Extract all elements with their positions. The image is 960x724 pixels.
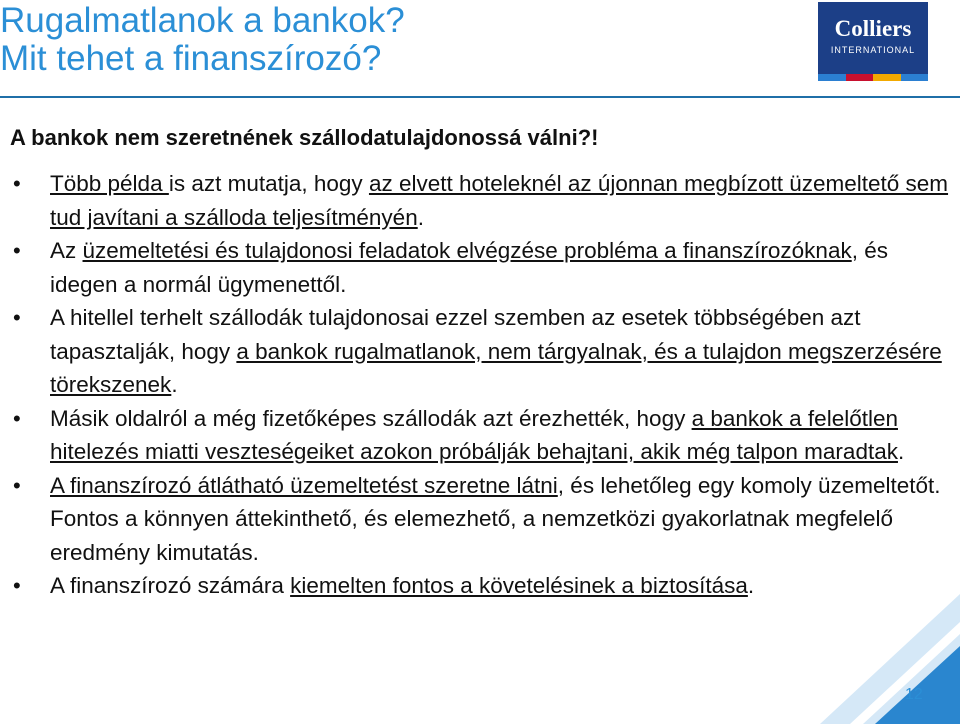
bullet-item-1 — [0, 167, 950, 234]
bullet-item-3 — [0, 301, 950, 402]
title-divider — [0, 96, 960, 98]
subheading: A bankok nem szeretnének szállodatulajdonossá válni?! — [10, 125, 599, 150]
bullet-item-4 — [0, 402, 950, 469]
bullet-5-text-a: A finanszírozó átlátható üzemeltetést szeretne látni — [50, 472, 558, 498]
bullet-2-text-b: üzemeltetési és tulajdonosi feladatok elvégzése probléma a finanszírozóknak — [82, 238, 852, 263]
bullet-1-text-b: is azt mutatja, hogy — [168, 171, 369, 196]
bullet-4-text-c: . — [897, 439, 905, 464]
bullet-list — [0, 167, 950, 603]
logo-subtitle: INTERNATIONAL — [830, 45, 916, 55]
logo-stripe-yellow — [873, 74, 901, 81]
bullet-item-2 — [0, 234, 950, 301]
slide-title-line-2: Mit tehet a finanszírozó? — [0, 39, 382, 78]
logo-stripe-red — [846, 74, 874, 81]
bullet-1-text-a: Több példa — [50, 171, 169, 196]
slide-title-line-1: Rugalmatlanok a bankok? — [0, 1, 405, 40]
bullet-3-text-c: . — [171, 372, 178, 397]
bullet-marker: • — [13, 238, 21, 263]
bullet-marker: • — [13, 472, 21, 498]
bullet-6-text-b: kiemelten fontos a követelésinek a biztosítása — [290, 573, 748, 598]
bullet-5-text-b: , és lehetőleg egy komoly üzemeltetőt. Fontos a könnyen áttekinthető, és elemezhető, a nemzetközi gyakorlatnak megfelelő eredmény kimutatás. — [50, 472, 941, 565]
colliers-logo — [818, 2, 928, 81]
bullet-marker: • — [13, 305, 21, 330]
page-number: 12 — [905, 686, 923, 703]
bullet-marker: • — [13, 573, 21, 598]
bullet-3-text-b: a bankok rugalmatlanok, nem tárgyalnak, és a tulajdon megszerzésére törekszenek — [50, 338, 942, 397]
bullet-4-text-b: a bankok a felelőtlen hitelezés miatti veszteségeiket azokon próbálják behajtani, akik még talpon maradtak — [50, 405, 898, 464]
bullet-4-text-a: Másik oldalról a még fizetőképes szállodák azt érezhették, hogy — [50, 405, 692, 431]
bullet-item-5 — [0, 469, 950, 570]
bullet-marker: • — [13, 405, 21, 431]
bullet-3-text-a: A hitellel terhelt szállodák tulajdonosai ezzel szemben az esetek többségében azt tapasztalják, hogy — [50, 305, 861, 364]
logo-stripe-blue-2 — [901, 74, 929, 81]
bullet-marker: • — [13, 171, 21, 196]
logo-name: Colliers — [834, 16, 912, 41]
logo-stripe-blue — [818, 74, 846, 81]
bullet-1-text-c: az elvett hoteleknél az újonnan megbízott üzemeltető sem tud javítani a szálloda teljesítményén — [50, 171, 949, 230]
slide-title — [0, 2, 780, 78]
bullet-2-text-a: Az — [50, 238, 83, 263]
bullet-1-text-d: . — [417, 204, 424, 230]
bullet-6-text-c: . — [747, 573, 755, 598]
bullet-2-text-c: , és idegen a normál ügymenettől. — [50, 238, 888, 297]
bullet-6-text-a: A finanszírozó számára — [50, 573, 291, 598]
logo-stripes — [818, 74, 928, 81]
